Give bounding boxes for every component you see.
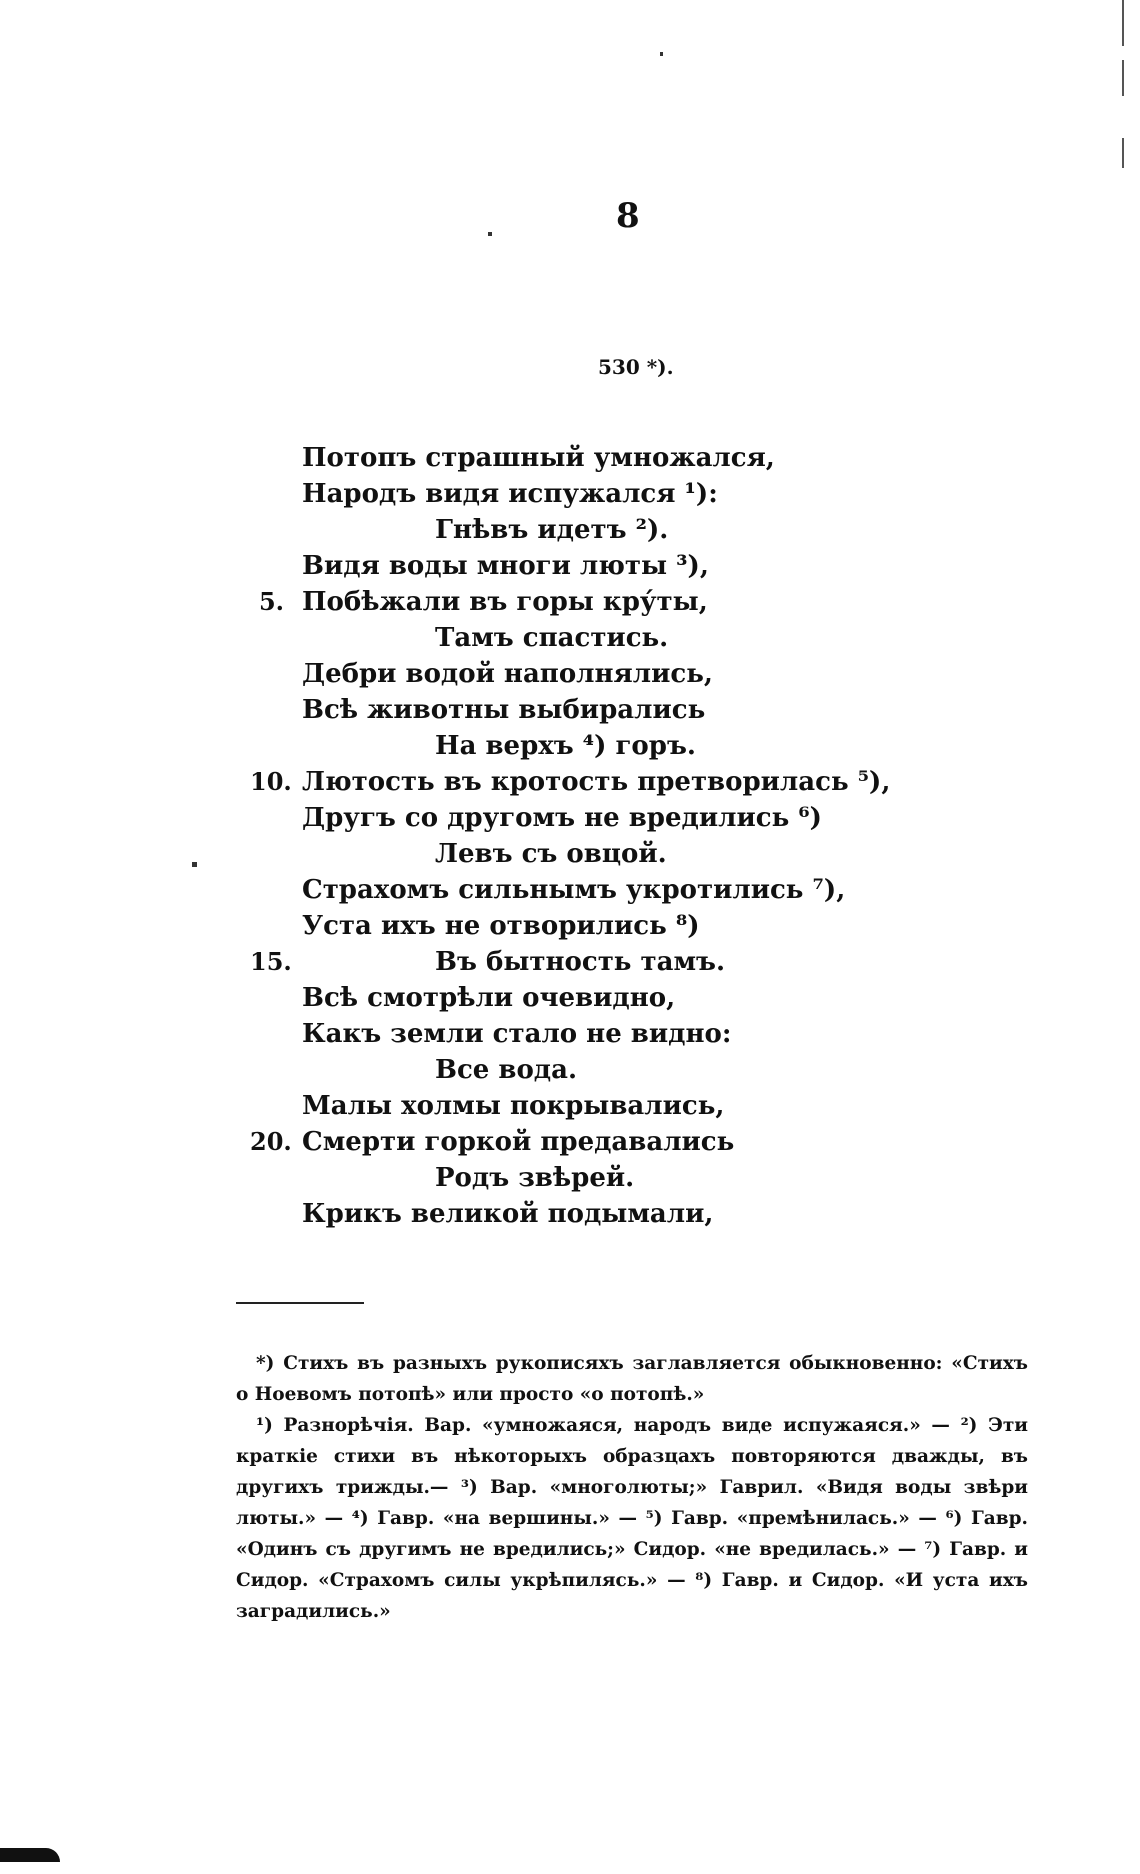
poem-line (250, 476, 870, 512)
footnote-star: *) Стихъ въ разныхъ рукописяхъ заглавляется обыкновенно: «Стихъ о Ноевомъ потопѣ» или просто «о потопѣ.» (236, 1353, 1028, 1405)
poem-line (250, 764, 891, 800)
poem-line (250, 872, 870, 908)
poem-line (250, 620, 870, 656)
poem-line (250, 692, 870, 728)
line-text: Другъ со другомъ не вредились ⁶) (302, 803, 822, 833)
poem-line (250, 1160, 870, 1196)
poem-body (250, 440, 891, 1232)
line-text: Крикъ великой подымали, (302, 1199, 714, 1229)
line-text: Всѣ животны выбирались (302, 695, 706, 725)
scan-blot (0, 1848, 60, 1862)
poem-line (250, 1088, 870, 1124)
scan-edge-line (1122, 0, 1124, 46)
poem-number: 530 *). (598, 355, 674, 379)
poem-line (250, 836, 870, 872)
line-text: На верхъ ⁴) горъ. (435, 731, 696, 761)
poem-line (250, 656, 870, 692)
poem-line (250, 1196, 870, 1232)
line-text: Потопъ страшный умножался, (302, 443, 775, 473)
scan-speck (192, 862, 197, 867)
line-text: Въ бытность тамъ. (435, 947, 726, 977)
scan-speck (660, 52, 663, 56)
poem-line (250, 980, 870, 1016)
page-number: 8 (616, 196, 640, 236)
line-text: Видя воды многи люты ³), (302, 551, 709, 581)
poem-line (250, 1052, 870, 1088)
poem-line (250, 440, 870, 476)
poem-line (250, 800, 870, 836)
poem-line (250, 908, 870, 944)
line-text: Родъ звѣрей. (435, 1163, 635, 1193)
line-number: 10. (250, 767, 292, 796)
scan-speck (488, 232, 492, 236)
footnote-variants: ¹) Разнорѣчія. Вар. «умножаяся, народъ виде испужаяся.» — ²) Эти краткіе стихи въ нѣкоторыхъ образцахъ повторяются дважды, въ другихъ трижды.— ³) Вар. «многолюты;» Гаврил. «Видя воды звѣри люты.» — ⁴) Гавр. «на вершины.» — ⁵) Гавр. «премѣнилась.» — ⁶) Гавр. «Одинъ съ другимъ не вредились;» Сидор. «не вредилась.» — ⁷) Гавр. и Сидор. «Страхомъ силы укрѣпилясь.» — ⁸) Гавр. и Сидор. «И уста ихъ заградились.» (236, 1415, 1028, 1622)
poem-line (250, 584, 870, 620)
line-text: Лютость въ кротость претворилась ⁵), (302, 767, 891, 797)
footnote-divider (236, 1302, 364, 1304)
poem-line (250, 1016, 870, 1052)
line-text: Гнѣвъ идетъ ²). (435, 515, 669, 545)
line-text: Тамъ спастись. (435, 623, 669, 653)
poem-line (250, 728, 870, 764)
line-text: Левъ съ овцой. (435, 839, 667, 869)
line-text: Побѣжали въ горы кру́ты, (302, 587, 708, 617)
line-text: Какъ земли стало не видно: (302, 1019, 732, 1049)
line-text: Всѣ смотрѣли очевидно, (302, 983, 676, 1013)
poem-line (250, 548, 870, 584)
line-text: Смерти горкой предавались (302, 1127, 735, 1157)
poem-line (250, 512, 870, 548)
footnotes (236, 1348, 1028, 1627)
line-number: 15. (250, 947, 292, 976)
poem-line (250, 1124, 870, 1160)
scan-edge-line (1122, 138, 1124, 168)
line-text: Страхомъ сильнымъ укротились ⁷), (302, 875, 846, 905)
line-number: 5. (258, 587, 284, 616)
line-text: Дебри водой наполнялись, (302, 659, 713, 689)
scan-edge-line (1122, 60, 1124, 96)
line-text: Малы холмы покрывались, (302, 1091, 725, 1121)
line-number: 20. (250, 1127, 292, 1156)
line-text: Все вода. (435, 1055, 578, 1085)
line-text: Уста ихъ не отворились ⁸) (302, 911, 700, 941)
poem-line (250, 944, 870, 980)
line-text: Народъ видя испужался ¹): (302, 479, 718, 509)
